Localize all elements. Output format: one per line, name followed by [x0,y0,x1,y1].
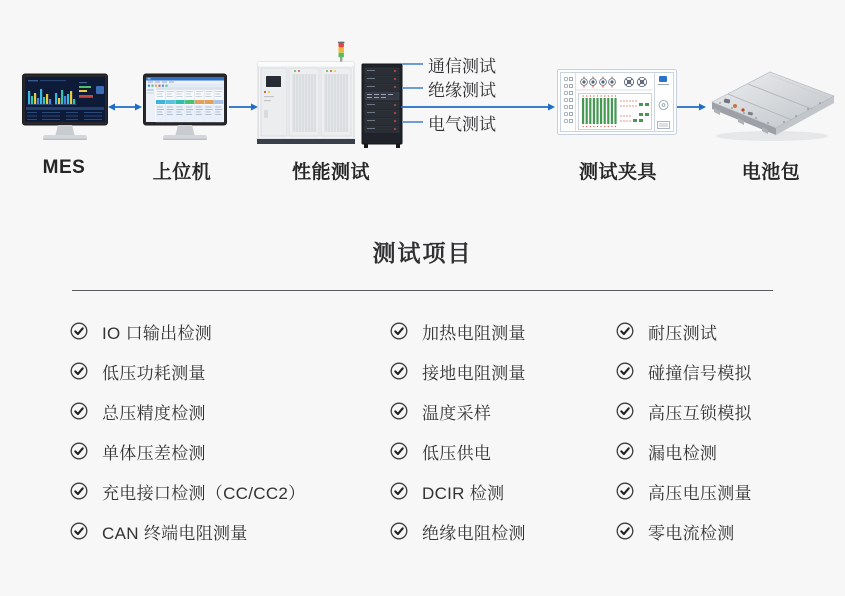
check-item [616,471,752,511]
check-circle-icon [70,322,88,340]
mes-dashboard-icon [22,60,108,144]
mes-monitor-illustration [22,60,108,144]
check-item [70,471,306,511]
check-circle-icon [616,522,634,540]
test-line-electrical [402,110,496,134]
checklist-column-1 [70,311,306,551]
host-software-icon [143,60,227,144]
check-item [70,311,306,351]
check-circle-icon [616,322,634,340]
check-item-label: 高压互锁模拟 [648,403,752,423]
battery-pack-illustration [704,58,840,146]
check-item-label: 零电流检测 [648,523,735,543]
check-item [70,511,306,551]
check-item [70,391,306,431]
connector-line [402,63,423,65]
test-line-insulation [402,76,496,100]
check-circle-icon [616,482,634,500]
check-item [390,311,526,351]
test-line-label: 通信测试 [428,56,496,76]
bidirectional-arrow [108,100,142,112]
connector-line [402,121,423,123]
checklist-column-3 [616,311,752,551]
check-item-label: CAN 终端电阻测量 [102,523,248,543]
test-fixture-illustration [557,69,677,135]
check-circle-icon [70,402,88,420]
test-line-communication [402,52,496,76]
process-flow-diagram [0,0,845,200]
check-item [616,351,752,391]
check-item-label: 高压电压测量 [648,483,752,503]
long-right-arrow [401,100,555,112]
check-item [390,391,526,431]
connector-line [402,87,423,89]
check-circle-icon [70,442,88,460]
check-item-label: IO 口输出检测 [102,323,213,343]
check-item [616,431,752,471]
check-item [390,511,526,551]
check-item-label: 碰撞信号模拟 [648,363,752,383]
check-item [616,511,752,551]
battery-pack-icon [704,58,840,146]
right-arrow [228,100,258,112]
check-item-label: 充电接口检测（CC/CC2） [102,483,306,503]
check-item-label: 耐压测试 [648,323,718,343]
check-circle-icon [390,322,408,340]
check-circle-icon [390,522,408,540]
flow-label-performance-test: 性能测试 [291,162,371,183]
check-item-label: DCIR 检测 [422,483,505,503]
check-item-label: 低压功耗测量 [102,363,206,383]
flow-label-host-computer: 上位机 [152,162,212,183]
check-item [390,431,526,471]
check-item-label: 总压精度检测 [102,403,206,423]
check-item [390,471,526,511]
test-line-label: 绝缘测试 [428,80,496,100]
check-item-label: 低压供电 [422,443,492,463]
check-item-label: 接地电阻测量 [422,363,526,383]
flow-label-battery-pack: 电池包 [741,162,801,183]
check-circle-icon [390,442,408,460]
check-circle-icon [616,402,634,420]
test-line-label: 电气测试 [428,114,496,134]
check-circle-icon [70,522,88,540]
check-item [70,351,306,391]
check-circle-icon [70,482,88,500]
fixture-panel-icon [557,69,677,135]
check-item [616,311,752,351]
divider-line [72,290,773,291]
flow-label-test-fixture: 测试夹具 [578,162,658,183]
check-circle-icon [390,402,408,420]
checklist-column-2 [390,311,526,551]
check-circle-icon [616,362,634,380]
check-item [70,431,306,471]
section-title: 测试项目 [372,240,473,266]
performance-test-cabinet-illustration [256,40,406,152]
check-item [616,391,752,431]
check-item-label: 温度采样 [422,403,492,423]
check-item [390,351,526,391]
check-item-label: 绝缘电阻检测 [422,523,526,543]
check-circle-icon [390,362,408,380]
check-circle-icon [616,442,634,460]
check-item-label: 单体压差检测 [102,443,206,463]
check-circle-icon [390,482,408,500]
test-cabinet-icon [256,40,406,152]
right-arrow [676,100,706,112]
check-item-label: 加热电阻测量 [422,323,526,343]
host-computer-monitor-illustration [143,60,227,144]
check-item-label: 漏电检测 [648,443,718,463]
check-circle-icon [70,362,88,380]
flow-label-mes: MES [42,157,86,178]
